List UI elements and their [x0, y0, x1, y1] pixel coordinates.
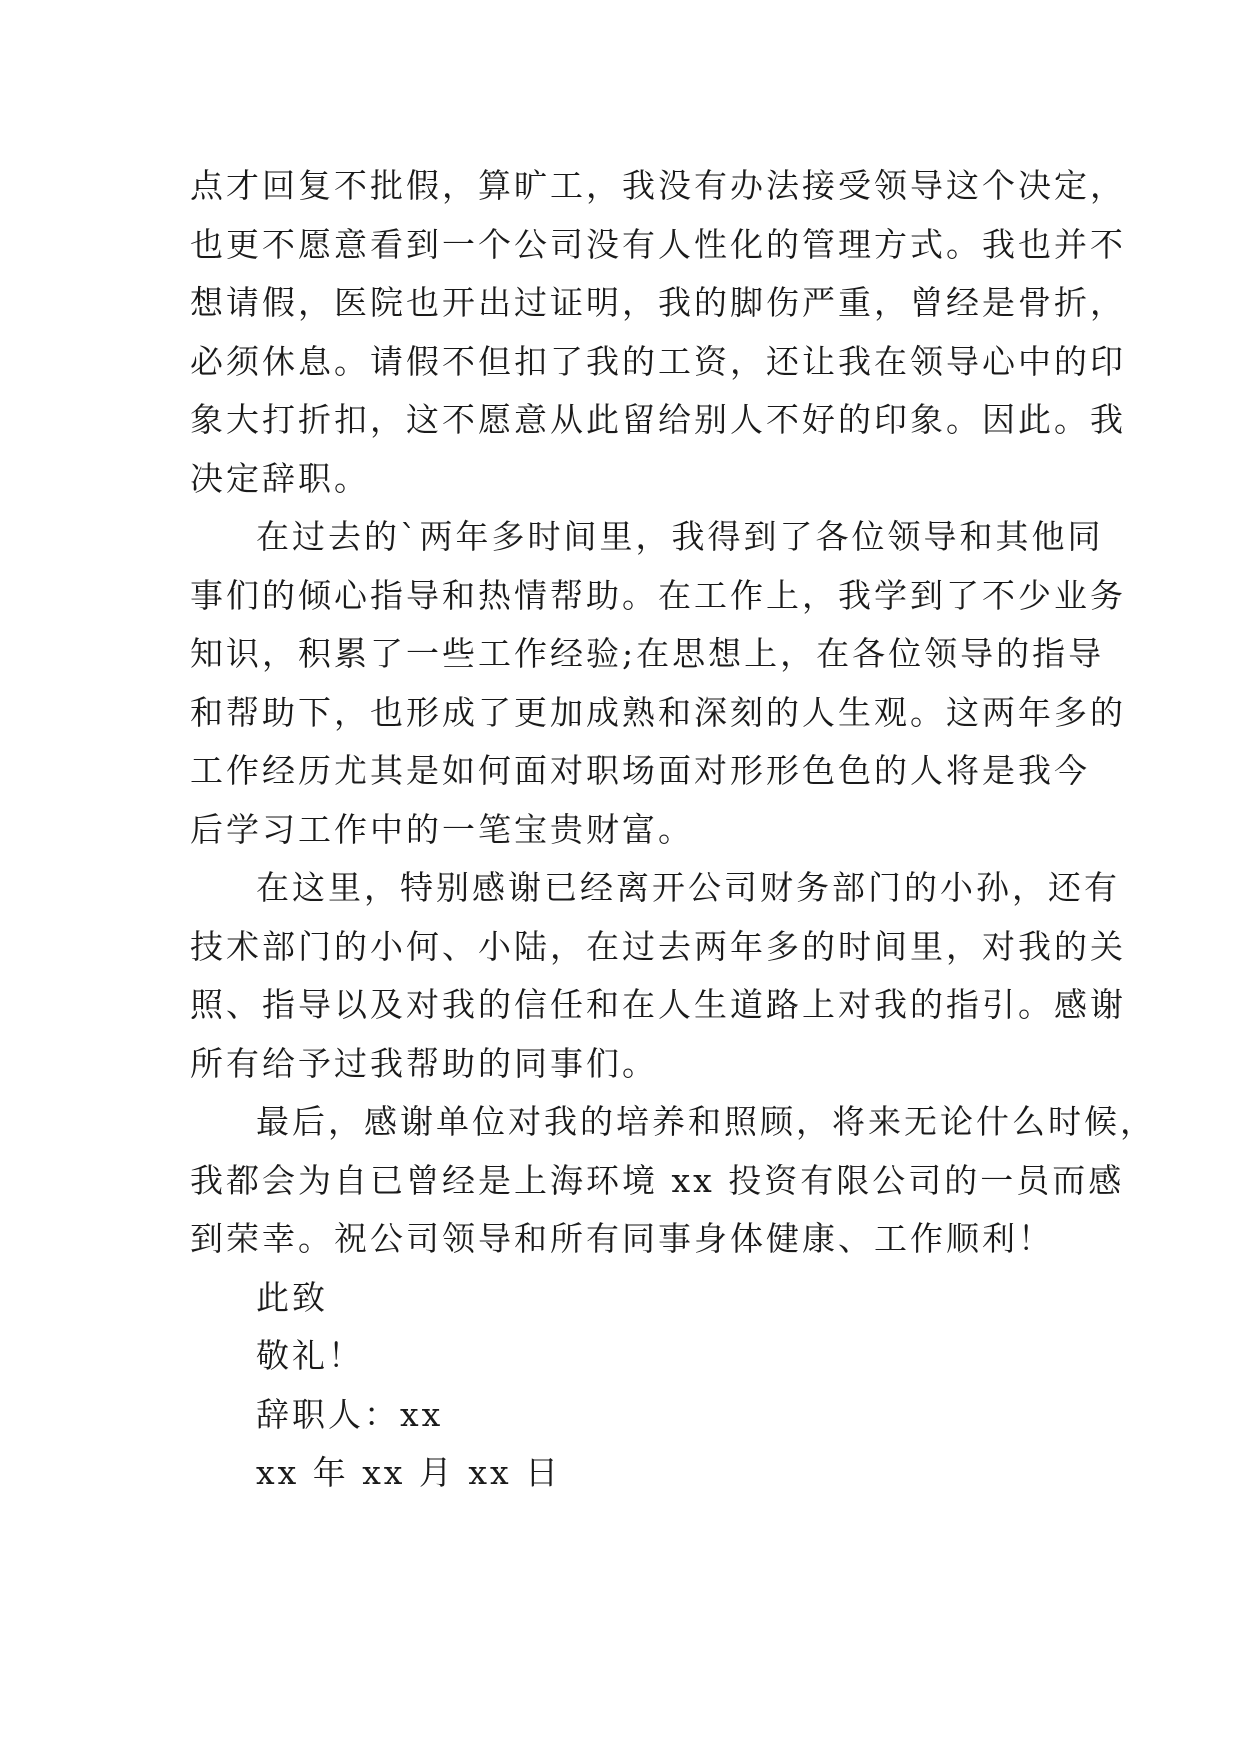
text-line: 我都会为自已曾经是上海环境 xx 投资有限公司的一员而感 [190, 1160, 1125, 1200]
text-line: 事们的倾心指导和热情帮助。在工作上，我学到了不少业务 [190, 575, 1126, 615]
letter-body [190, 157, 1156, 1503]
text-line: 决定辞职。 [190, 458, 370, 498]
salutation: 此致 [256, 1277, 328, 1317]
paragraph [190, 1093, 1156, 1269]
text-line: 点才回复不批假，算旷工，我没有办法接受领导这个决定， [190, 166, 1126, 205]
letter-closing [190, 1269, 1060, 1503]
text-line: 所有给予过我帮助的同事们。 [190, 1043, 658, 1083]
text-line: 在这里，特别感谢已经离开公司财务部门的小孙，还有 [256, 868, 1120, 907]
text-line: 工作经历尤其是如何面对职场面对形形色色的人将是我今 [190, 751, 1090, 790]
text-line: 象大打折扣，这不愿意从此留给别人不好的印象。因此。我 [190, 400, 1126, 439]
text-line: 也更不愿意看到一个公司没有人性化的管理方式。我也并不 [190, 224, 1126, 264]
text-line: 技术部门的小何、小陆，在过去两年多的时间里，对我的关 [190, 926, 1126, 966]
regards: 敬礼！ [256, 1336, 364, 1375]
date: xx 年 xx 月 xx 日 [256, 1453, 562, 1492]
paragraph [190, 157, 1126, 508]
text-line: 照、指导以及对我的信任和在人生道路上对我的指引。感谢 [190, 985, 1126, 1024]
paragraph [190, 508, 1126, 859]
paragraph [190, 859, 1126, 1093]
text-line: 和帮助下，也形成了更加成熟和深刻的人生观。这两年多的 [190, 692, 1126, 732]
signature: 辞职人：xx [256, 1394, 444, 1434]
text-line: 想请假，医院也开出过证明，我的脚伤严重，曾经是骨折， [190, 283, 1126, 322]
text-line: 后学习工作中的一笔宝贵财富。 [190, 809, 694, 849]
text-line: 在过去的`两年多时间里，我得到了各位领导和其他同 [256, 517, 1104, 556]
text-line: 到荣幸。祝公司领导和所有同事身体健康、工作顺利！ [190, 1219, 1054, 1258]
text-line: 必须休息。请假不但扣了我的工资，还让我在领导心中的印 [190, 341, 1126, 381]
text-line: 知识，积累了一些工作经验;在思想上，在各位领导的指导 [190, 634, 1105, 673]
text-line: 最后，感谢单位对我的培养和照顾，将来无论什么时候， [256, 1102, 1156, 1141]
